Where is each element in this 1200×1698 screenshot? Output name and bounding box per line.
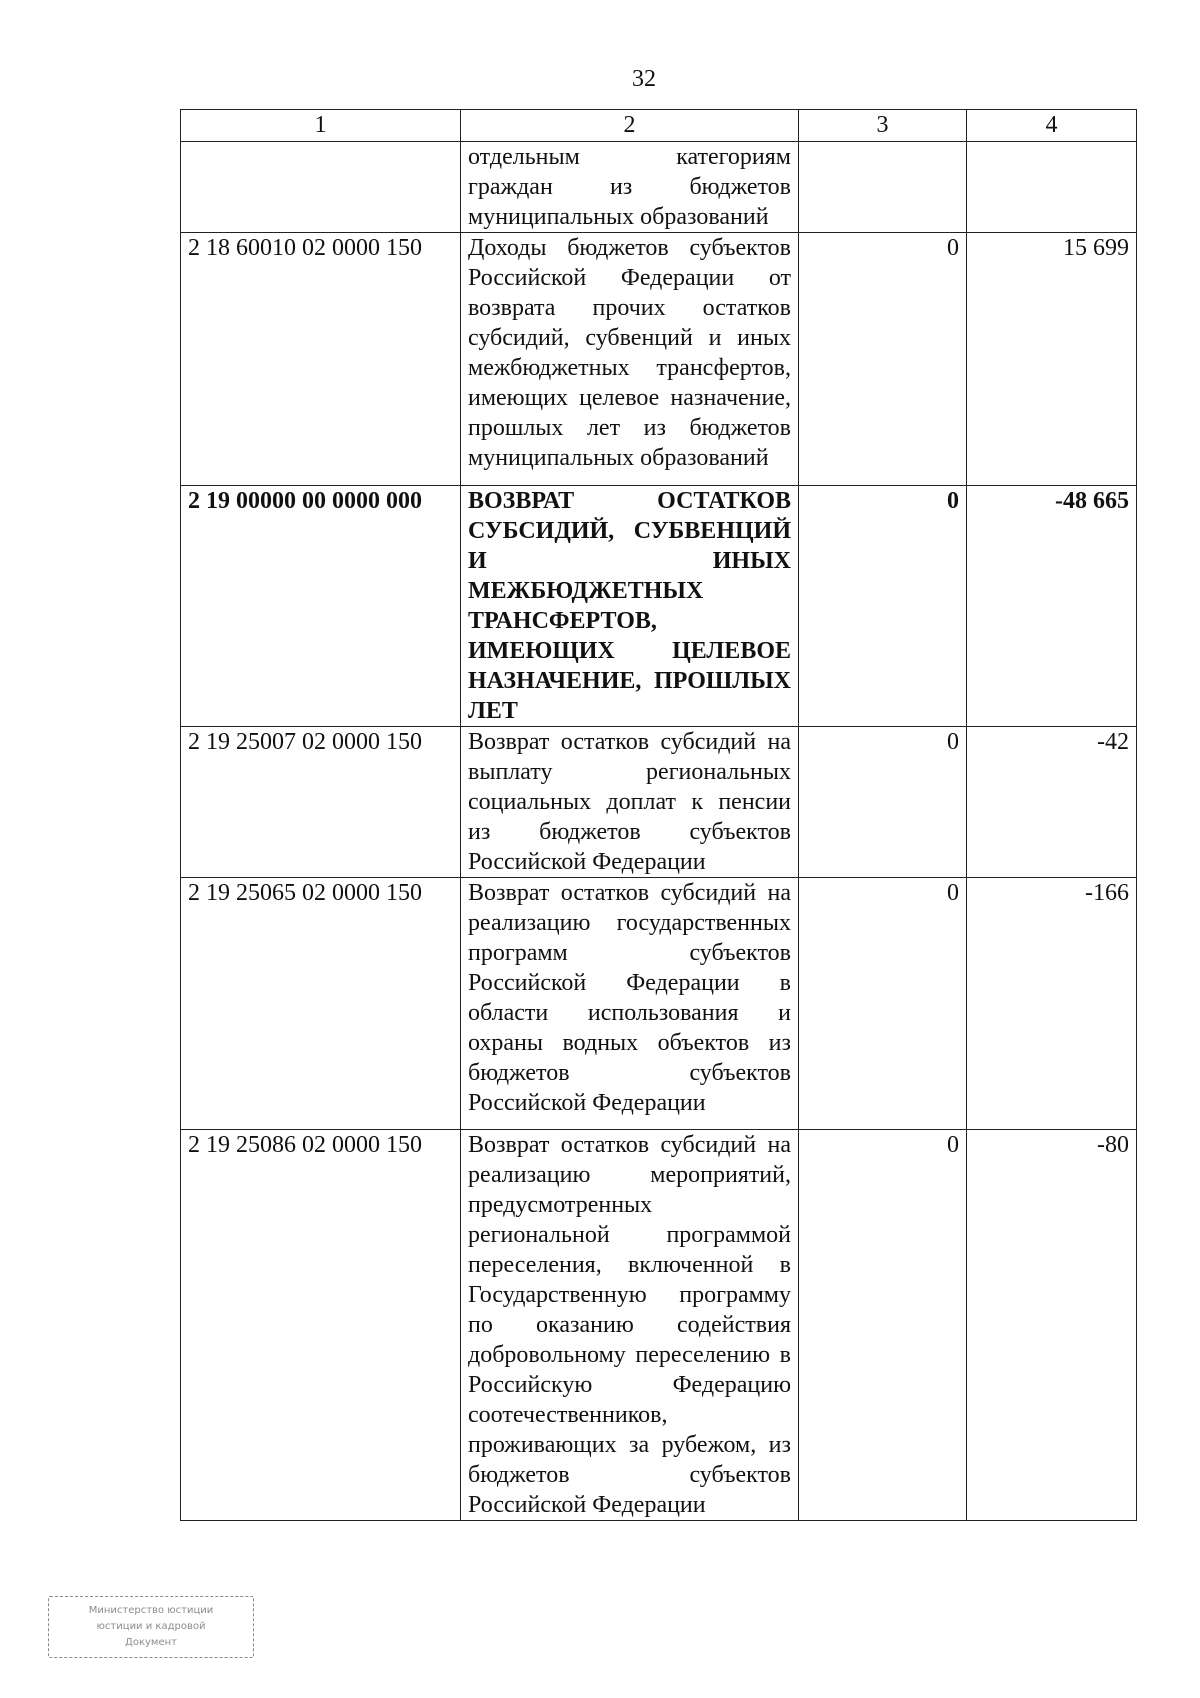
row-col4-value: -42 <box>967 727 1137 878</box>
row-code: 2 19 00000 00 0000 000 <box>181 486 461 727</box>
row-col4-value: 15 699 <box>967 233 1137 486</box>
stamp-line: Документ <box>125 1637 177 1648</box>
table-row <box>181 727 1137 878</box>
header-col-1: 1 <box>181 110 461 142</box>
header-col-3: 3 <box>799 110 967 142</box>
row-col3-value: 0 <box>799 486 967 727</box>
row-description: ВОЗВРАТ ОСТАТКОВ СУБСИДИЙ, СУБВЕНЦИЙ И ИНЫХ МЕЖБЮДЖЕТНЫХ ТРАНСФЕРТОВ, ИМЕЮЩИХ ЦЕЛЕВОЕ НАЗНАЧЕНИЕ, ПРОШЛЫХ ЛЕТ <box>461 486 799 727</box>
budget-table <box>180 109 1137 1521</box>
row-description: Возврат остатков субсидий на реализацию государственных программ субъектов Российской Федерации в области использования и охраны водных объектов из бюджетов субъектов Российской Федерации <box>461 878 799 1130</box>
header-col-2: 2 <box>461 110 799 142</box>
table-row <box>181 878 1137 1130</box>
row-col4-value: -48 665 <box>967 486 1137 727</box>
row-code: 2 19 25065 02 0000 150 <box>181 878 461 1130</box>
table-row <box>181 142 1137 233</box>
row-code: 2 19 25086 02 0000 150 <box>181 1130 461 1521</box>
row-col3-value: 0 <box>799 727 967 878</box>
row-description: Возврат остатков субсидий на реализацию мероприятий, предусмотренных региональной программой переселения, включенной в Государственную программу по оказанию содействия добровольному переселению в Российскую Федерацию соотечественников, проживающих за рубежом, из бюджетов субъектов Российской Федерации <box>461 1130 799 1521</box>
row-description: Возврат остатков субсидий на выплату региональных социальных доплат к пенсии из бюджетов субъектов Российской Федерации <box>461 727 799 878</box>
stamp-line: юстиции и кадровой <box>96 1621 206 1632</box>
row-code <box>181 142 461 233</box>
row-description: отдельным категориям граждан из бюджетов муниципальных образований <box>461 142 799 233</box>
row-col4-value <box>967 142 1137 233</box>
row-col3-value: 0 <box>799 233 967 486</box>
stamp-line: Министерство юстиции <box>88 1605 214 1616</box>
table-row <box>181 486 1137 727</box>
table-row <box>181 233 1137 486</box>
office-stamp <box>48 1596 254 1658</box>
row-code: 2 18 60010 02 0000 150 <box>181 233 461 486</box>
row-col3-value: 0 <box>799 1130 967 1521</box>
header-col-4: 4 <box>967 110 1137 142</box>
table-row <box>181 1130 1137 1521</box>
row-code: 2 19 25007 02 0000 150 <box>181 727 461 878</box>
row-col4-value: -80 <box>967 1130 1137 1521</box>
table-header-row <box>181 110 1137 142</box>
row-col3-value: 0 <box>799 878 967 1130</box>
row-description: Доходы бюджетов субъектов Российской Федерации от возврата прочих остатков субсидий, субвенций и иных межбюджетных трансфертов, имеющих целевое назначение, прошлых лет из бюджетов муниципальных образований <box>461 233 799 486</box>
row-col4-value: -166 <box>967 878 1137 1130</box>
row-col3-value <box>799 142 967 233</box>
page-number: 32 <box>632 66 656 92</box>
